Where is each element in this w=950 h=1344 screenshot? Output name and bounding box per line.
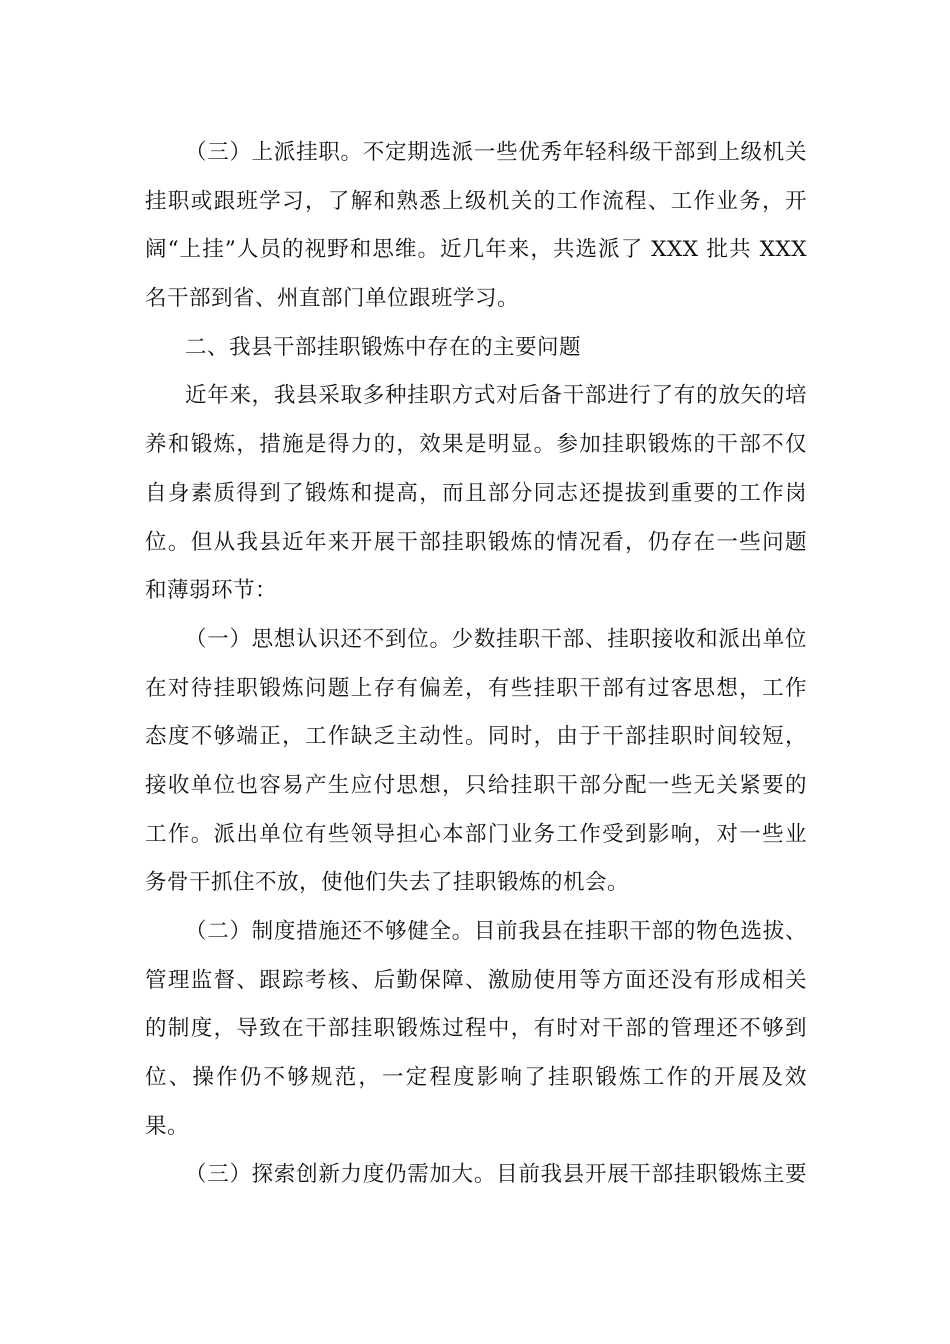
text-line: 阔“上挂”人员的视野和思维。近几年来，共选派了 XXX 批共 XXX	[145, 237, 807, 263]
section-heading	[145, 324, 807, 373]
text-line: 养和锻炼，措施是得力的，效果是明显。参加挂职锻炼的干部不仅	[145, 432, 807, 458]
text-line: 务骨干抓住不放，使他们失去了挂职锻炼的机会。	[145, 870, 630, 896]
text-line: 管理监督、跟踪考核、后勤保障、激励使用等方面还没有形成相关	[145, 967, 807, 993]
paragraph-institutional-measures	[145, 908, 807, 1151]
text-line: 和薄弱环节：	[145, 578, 278, 604]
text-line: 在对待挂职锻炼问题上存有偏差，有些挂职干部有过客思想，工作	[145, 675, 807, 701]
paragraph-innovation	[145, 1151, 807, 1200]
text-line: 态度不够端正，工作缺乏主动性。同时，由于干部挂职时间较短，	[145, 724, 807, 750]
text-line: 位、操作仍不够规范，一定程度影响了挂职锻炼工作的开展及效	[145, 1065, 807, 1091]
text-line: （三）探索创新力度仍需加大。目前我县开展干部挂职锻炼主要	[185, 1162, 807, 1188]
text-line: 果。	[145, 1113, 190, 1139]
paragraph-ideological-awareness	[145, 616, 807, 908]
text-line: 接收单位也容易产生应付思想，只给挂职干部分配一些无关紧要的	[145, 772, 807, 798]
text-line: 自身素质得到了锻炼和提高，而且部分同志还提拔到重要的工作岗	[145, 480, 807, 506]
text-line: （一）思想认识还不到位。少数挂职干部、挂职接收和派出单位	[185, 626, 807, 652]
paragraph-upward-secondment	[145, 129, 807, 324]
text-line: （三）上派挂职。不定期选派一些优秀年轻科级干部到上级机关	[185, 140, 807, 165]
text-line: 的制度，导致在干部挂职锻炼过程中，有时对干部的管理还不够到	[145, 1016, 807, 1042]
text-line: 近年来，我县采取多种挂职方式对后备干部进行了有的放矢的培	[185, 383, 807, 409]
text-line: 名干部到省、州直部门单位跟班学习。	[145, 286, 520, 312]
text-line: （二）制度措施还不够健全。目前我县在挂职干部的物色选拔、	[185, 919, 807, 944]
text-line: 工作。派出单位有些领导担心本部门业务工作受到影响，对一些业	[145, 821, 807, 847]
text-line: 挂职或跟班学习，了解和熟悉上级机关的工作流程、工作业务，开	[145, 188, 807, 214]
paragraph-overview	[145, 372, 807, 615]
document-body	[145, 129, 807, 1200]
text-line: 位。但从我县近年来开展干部挂职锻炼的情况看，仍存在一些问题	[145, 529, 807, 555]
heading-line: 二、我县干部挂职锻炼中存在的主要问题	[185, 334, 582, 360]
